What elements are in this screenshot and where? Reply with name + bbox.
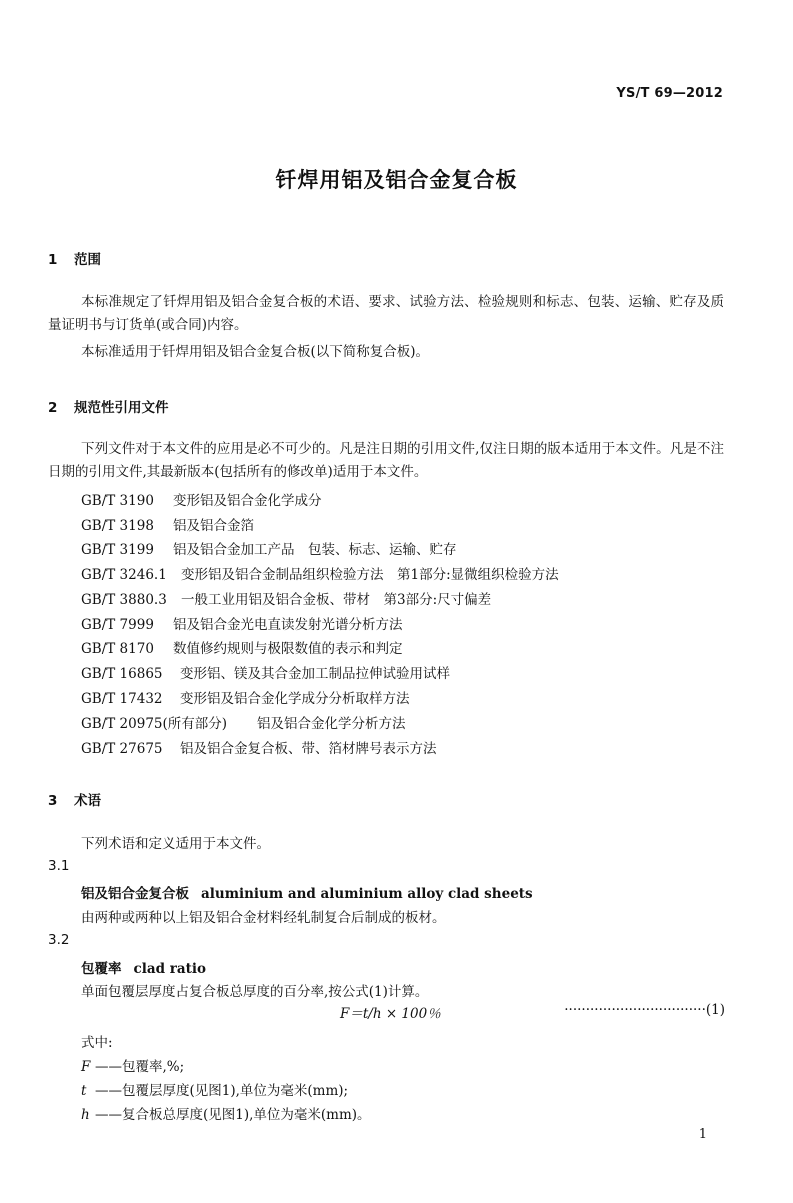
standard-code: YS/T 69—2012 — [616, 86, 723, 101]
reference-item: GB/T 7999 铝及铝合金光电直读发射光谱分析方法 — [81, 617, 403, 633]
terms-intro: 下列术语和定义适用于本文件。 — [81, 836, 270, 852]
reference-item: GB/T 20975(所有部分) 铝及铝合金化学分析方法 — [81, 716, 406, 732]
references-intro-paragraph: 下列文件对于本文件的应用是必不可少的。凡是注日期的引用文件,仅注日期的版本适用于本文件。凡是不注日期的引用文件,其最新版本(包括所有的修改单)适用于本文件。 — [48, 441, 724, 480]
reference-item: GB/T 27675 铝及铝合金复合板、带、箔材牌号表示方法 — [81, 741, 437, 757]
variable-definition: h ——复合板总厚度(见图1),单位为毫米(mm)。 — [81, 1107, 371, 1123]
term-name-en: clad ratio — [133, 961, 206, 977]
section-number: 3 — [48, 793, 58, 809]
variable-definition: F ——包覆率,%; — [81, 1059, 185, 1075]
section-number: 2 — [48, 400, 58, 416]
term-name — [81, 957, 206, 977]
section-title: 范围 — [74, 252, 101, 268]
reference-item: GB/T 3246.1 变形铝及铝合金制品组织检验方法 第1部分:显微组织检验方法 — [81, 567, 559, 583]
section-title: 规范性引用文件 — [74, 400, 169, 416]
formula-number: ·································(1) — [564, 1002, 725, 1018]
section-1-heading — [48, 248, 101, 268]
formula: F＝t/h × 100％ — [340, 1006, 441, 1022]
reference-item: GB/T 3199 铝及铝合金加工产品 包装、标志、运输、贮存 — [81, 542, 457, 558]
section-3-heading — [48, 789, 101, 809]
term-number: 3.2 — [48, 932, 70, 948]
term-name-en: aluminium and aluminium alloy clad sheets — [201, 886, 533, 902]
section-title: 术语 — [74, 793, 101, 809]
term-definition: 单面包覆层厚度占复合板总厚度的百分率,按公式(1)计算。 — [81, 984, 429, 1000]
term-name-zh: 包覆率 — [81, 961, 122, 977]
reference-item: GB/T 17432 变形铝及铝合金化学成分分析取样方法 — [81, 691, 410, 707]
reference-item: GB/T 8170 数值修约规则与极限数值的表示和判定 — [81, 641, 403, 657]
term-name-zh: 铝及铝合金复合板 — [81, 886, 189, 902]
section-2-heading — [48, 396, 169, 416]
reference-item: GB/T 3880.3 一般工业用铝及铝合金板、带材 第3部分:尺寸偏差 — [81, 592, 492, 608]
term-definition: 由两种或两种以上铝及铝合金材料经轧制复合后制成的板材。 — [81, 910, 446, 926]
variable-definition: t ——包覆层厚度(见图1),单位为毫米(mm); — [81, 1083, 349, 1099]
scope-paragraph-2: 本标准适用于钎焊用铝及铝合金复合板(以下简称复合板)。 — [81, 344, 430, 360]
section-number: 1 — [48, 252, 58, 268]
where-label: 式中: — [81, 1035, 113, 1051]
document-title: 钎焊用铝及铝合金复合板 — [275, 168, 518, 192]
reference-item: GB/T 3198 铝及铝合金箔 — [81, 518, 254, 534]
reference-item: GB/T 16865 变形铝、镁及其合金加工制品拉伸试验用试样 — [81, 666, 450, 682]
page-number: 1 — [698, 1127, 707, 1142]
term-name — [81, 882, 533, 902]
term-number: 3.1 — [48, 858, 70, 874]
scope-paragraph-1: 本标准规定了钎焊用铝及铝合金复合板的术语、要求、试验方法、检验规则和标志、包装、运输、贮存及质量证明书与订货单(或合同)内容。 — [48, 294, 724, 333]
reference-item: GB/T 3190 变形铝及铝合金化学成分 — [81, 493, 322, 509]
